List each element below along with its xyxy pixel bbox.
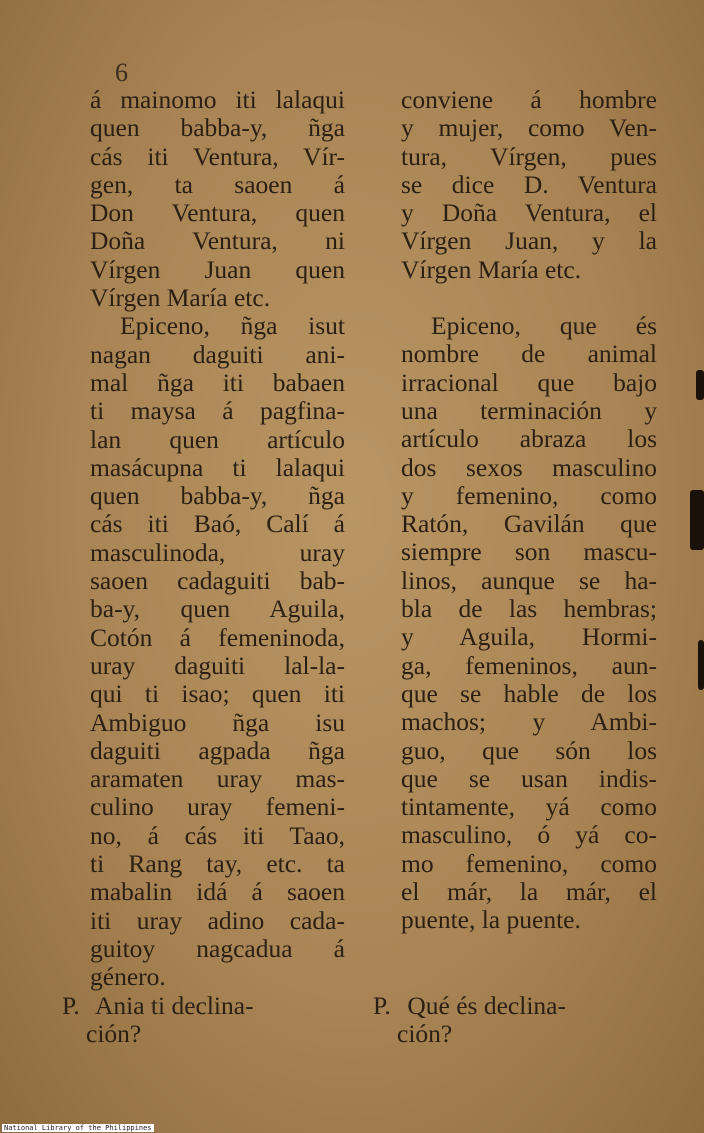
text-line: irracional que bajo bbox=[401, 367, 657, 397]
text-line: nombre de animal bbox=[401, 339, 657, 369]
text-line: Vírgen Juan quen bbox=[90, 254, 345, 284]
ilocano-column bbox=[90, 86, 345, 992]
text-line: ti maysa á pagfina- bbox=[90, 396, 345, 426]
text-line: se dice D. Ventura bbox=[401, 169, 657, 199]
text-line: Vírgen Juan, y la bbox=[401, 226, 657, 256]
text-line: masculinoda, uray bbox=[90, 537, 345, 567]
text-line: Cotón á femeninoda, bbox=[90, 622, 345, 652]
text-line: quen babba-y, ñga bbox=[90, 481, 345, 511]
question-text: Qué és declina- bbox=[407, 991, 566, 1020]
edge-stain bbox=[696, 370, 704, 400]
text-line: no, á cás iti Taao, bbox=[90, 820, 345, 850]
text-line: gen, ta saoen á bbox=[90, 169, 345, 199]
text-line: puente, la puente. bbox=[401, 905, 581, 935]
edge-stain bbox=[690, 490, 704, 550]
text-line: mal ñga iti babaen bbox=[90, 367, 345, 397]
question-spanish bbox=[373, 992, 653, 1049]
text-line: uray daguiti lal-la- bbox=[90, 650, 345, 680]
text-line: Vírgen María etc. bbox=[90, 283, 271, 313]
text-line: género. bbox=[90, 962, 166, 992]
text-line: culino uray femeni- bbox=[90, 792, 345, 822]
text-line: saoen cadaguiti bab- bbox=[90, 566, 345, 596]
text-line: masácupna ti lalaqui bbox=[90, 452, 345, 482]
text-line: cás iti Ventura, Vír- bbox=[90, 141, 345, 171]
text-line: tura, Vírgen, pues bbox=[401, 141, 657, 171]
text-line: Doña Ventura, ni bbox=[90, 226, 345, 256]
text-line: á mainomo iti lalaqui bbox=[90, 85, 345, 114]
text-line: Don Ventura, quen bbox=[90, 198, 345, 228]
text-line: que se usan indis- bbox=[401, 763, 657, 793]
text-line: ga, femeninos, aun- bbox=[401, 650, 657, 680]
question-ilocano bbox=[62, 992, 347, 1049]
question-label: P. bbox=[62, 991, 80, 1020]
text-line: guo, que són los bbox=[401, 735, 657, 765]
text-line: conviene á hombre bbox=[401, 85, 657, 114]
text-line: tintamente, yá como bbox=[401, 792, 657, 822]
paragraph-gap bbox=[401, 284, 657, 312]
text-line: guitoy nagcadua á bbox=[90, 933, 345, 963]
text-line: una terminación y bbox=[401, 395, 657, 425]
text-line: masculino, ó yá co- bbox=[401, 820, 657, 850]
library-footer: National Library of the Philippines bbox=[4, 1124, 152, 1132]
text-line: Epiceno, que és bbox=[431, 311, 657, 341]
text-line: bla de las hembras; bbox=[401, 594, 657, 624]
text-line: quen babba-y, ñga bbox=[90, 113, 345, 143]
text-line: ti Rang tay, etc. ta bbox=[90, 849, 345, 879]
spanish-column bbox=[401, 86, 657, 935]
text-line: cás iti Baó, Calí á bbox=[90, 509, 345, 539]
question-text: Ania ti declina- bbox=[94, 991, 254, 1020]
text-line: mabalin idá á saoen bbox=[90, 877, 345, 907]
text-line: mo femenino, como bbox=[401, 848, 657, 878]
text-line: daguiti agpada ñga bbox=[90, 735, 345, 765]
page-number: 6 bbox=[115, 58, 128, 87]
text-line: Ratón, Gavilán que bbox=[401, 509, 657, 539]
text-line: y mujer, como Ven- bbox=[401, 113, 657, 143]
edge-stain bbox=[698, 640, 704, 690]
text-line: aramaten uray mas- bbox=[90, 764, 345, 794]
text-line: lan quen artículo bbox=[90, 424, 345, 454]
text-line: que se hable de los bbox=[401, 678, 657, 708]
text-line: el már, la már, el bbox=[401, 877, 657, 907]
text-line: siempre son mascu- bbox=[401, 537, 657, 567]
text-line: Ambiguo ñga isu bbox=[90, 707, 345, 737]
text-line: Vírgen María etc. bbox=[401, 254, 582, 284]
question-text-cont: ción? bbox=[86, 1019, 142, 1049]
text-line: y femenino, como bbox=[401, 480, 657, 510]
text-line: nagan daguiti ani- bbox=[90, 339, 345, 369]
question-label: P. bbox=[373, 991, 391, 1020]
text-line: linos, aunque se ha- bbox=[401, 565, 657, 595]
text-line: ba-y, quen Aguila, bbox=[90, 594, 345, 624]
text-line: machos; y Ambi- bbox=[401, 707, 657, 737]
text-line: Epiceno, ñga isut bbox=[120, 311, 345, 341]
text-line: artículo abraza los bbox=[401, 424, 657, 454]
text-line: iti uray adino cada- bbox=[90, 905, 345, 935]
text-line: qui ti isao; quen iti bbox=[90, 679, 345, 709]
text-line: y Aguila, Hormi- bbox=[401, 622, 657, 652]
text-line: y Doña Ventura, el bbox=[401, 198, 657, 228]
question-text-cont: ción? bbox=[397, 1019, 453, 1049]
text-line: dos sexos masculino bbox=[401, 452, 657, 482]
